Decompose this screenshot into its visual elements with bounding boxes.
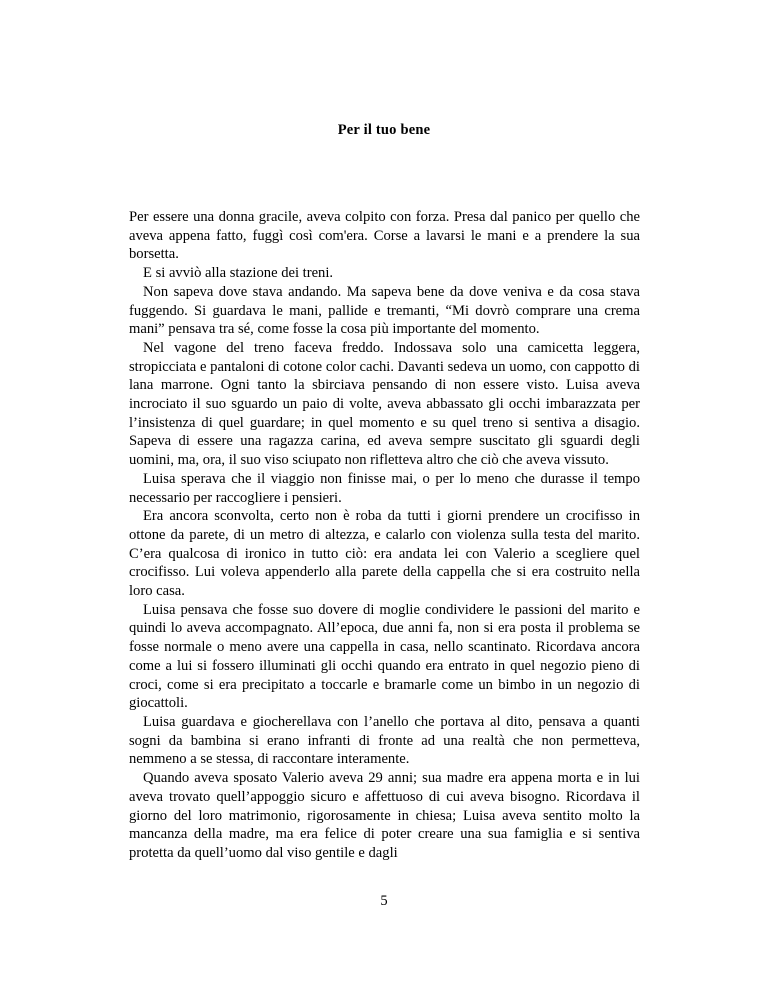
page-number: 5 [380, 893, 388, 909]
paragraph: Per essere una donna gracile, aveva colpito con forza. Presa dal panico per quello che aveva appena fatto, fuggì così com'era. Corse a lavarsi le mani e a prendere la sua borsetta. [129, 209, 640, 263]
paragraph: Luisa sperava che il viaggio non finisse mai, o per lo meno che durasse il tempo necessario per raccogliere i pensieri. [129, 470, 640, 506]
paragraph: Nel vagone del treno faceva freddo. Indossava solo una camicetta leggera, stropicciata e pantaloni di cotone color cachi. Davanti sedeva un uomo, con cappotto di lana marrone. Ogni tanto la sbirciava pensando di non essere visto. Luisa aveva incrociato il suo sguardo un paio di volte, aveva abbassato gli occhi imbarazzata per l’insistenza di quel guardare; in quel momento e su quel treno si sentiva a disagio. Sapeva di essere una ragazza carina, ed aveva sempre suscitato gli sguardi degli uomini, ma, ora, il suo viso sciupato non rifletteva altro che ciò che aveva vissuto. [129, 339, 640, 469]
paragraph: E si avviò alla stazione dei treni. [143, 265, 334, 282]
story-body [129, 208, 640, 863]
paragraph: Quando aveva sposato Valerio aveva 29 anni; sua madre era appena morta e in lui aveva trovato quell’appoggio sicuro e affettuoso di cui aveva bisogno. Ricordava il giorno del loro matrimonio, rigorosamente in chiesa; Luisa aveva sentito molto la mancanza della madre, ma era felice di poter creare una sua famiglia e si sentiva protetta da quell’uomo dal viso gentile e dagli [129, 770, 640, 861]
paragraph: Non sapeva dove stava andando. Ma sapeva bene da dove veniva e da cosa stava fuggendo. Si guardava le mani, pallide e tremanti, “Mi dovrò comprare una crema mani” pensava tra sé, come fosse la cosa più importante del momento. [129, 283, 640, 338]
paragraph: Era ancora sconvolta, certo non è roba da tutti i giorni prendere un crocifisso in ottone da parete, di un metro di altezza, e calarlo con violenza sulla testa del marito. C’era qualcosa di ironico in tutto ciò: era andata lei con Valerio a scegliere quel crocifisso. Lui voleva appenderlo alla parete della cappella che si era costruito nella loro casa. [129, 508, 640, 600]
paragraph: Luisa guardava e giocherellava con l’anello che portava al dito, pensava a quanti sogni da bambina si erano infranti di fronte ad una realtà che non permetteva, nemmeno a se stessa, di raccontare interamente. [129, 713, 640, 768]
paragraph: Luisa pensava che fosse suo dovere di moglie condividere le passioni del marito e quindi lo aveva accompagnato. All’epoca, due anni fa, non si era posta il problema se fosse normale o meno avere una cappella in casa, nello scantinato. Ricordava ancora come a lui si fossero illuminati gli occhi quando era entrato in quel negozio pieno di croci, come si era precipitato a toccarle e bramarle come un bimbo in un negozio di giocattoli. [129, 601, 640, 712]
page-title: Per il tuo bene [337, 122, 431, 138]
